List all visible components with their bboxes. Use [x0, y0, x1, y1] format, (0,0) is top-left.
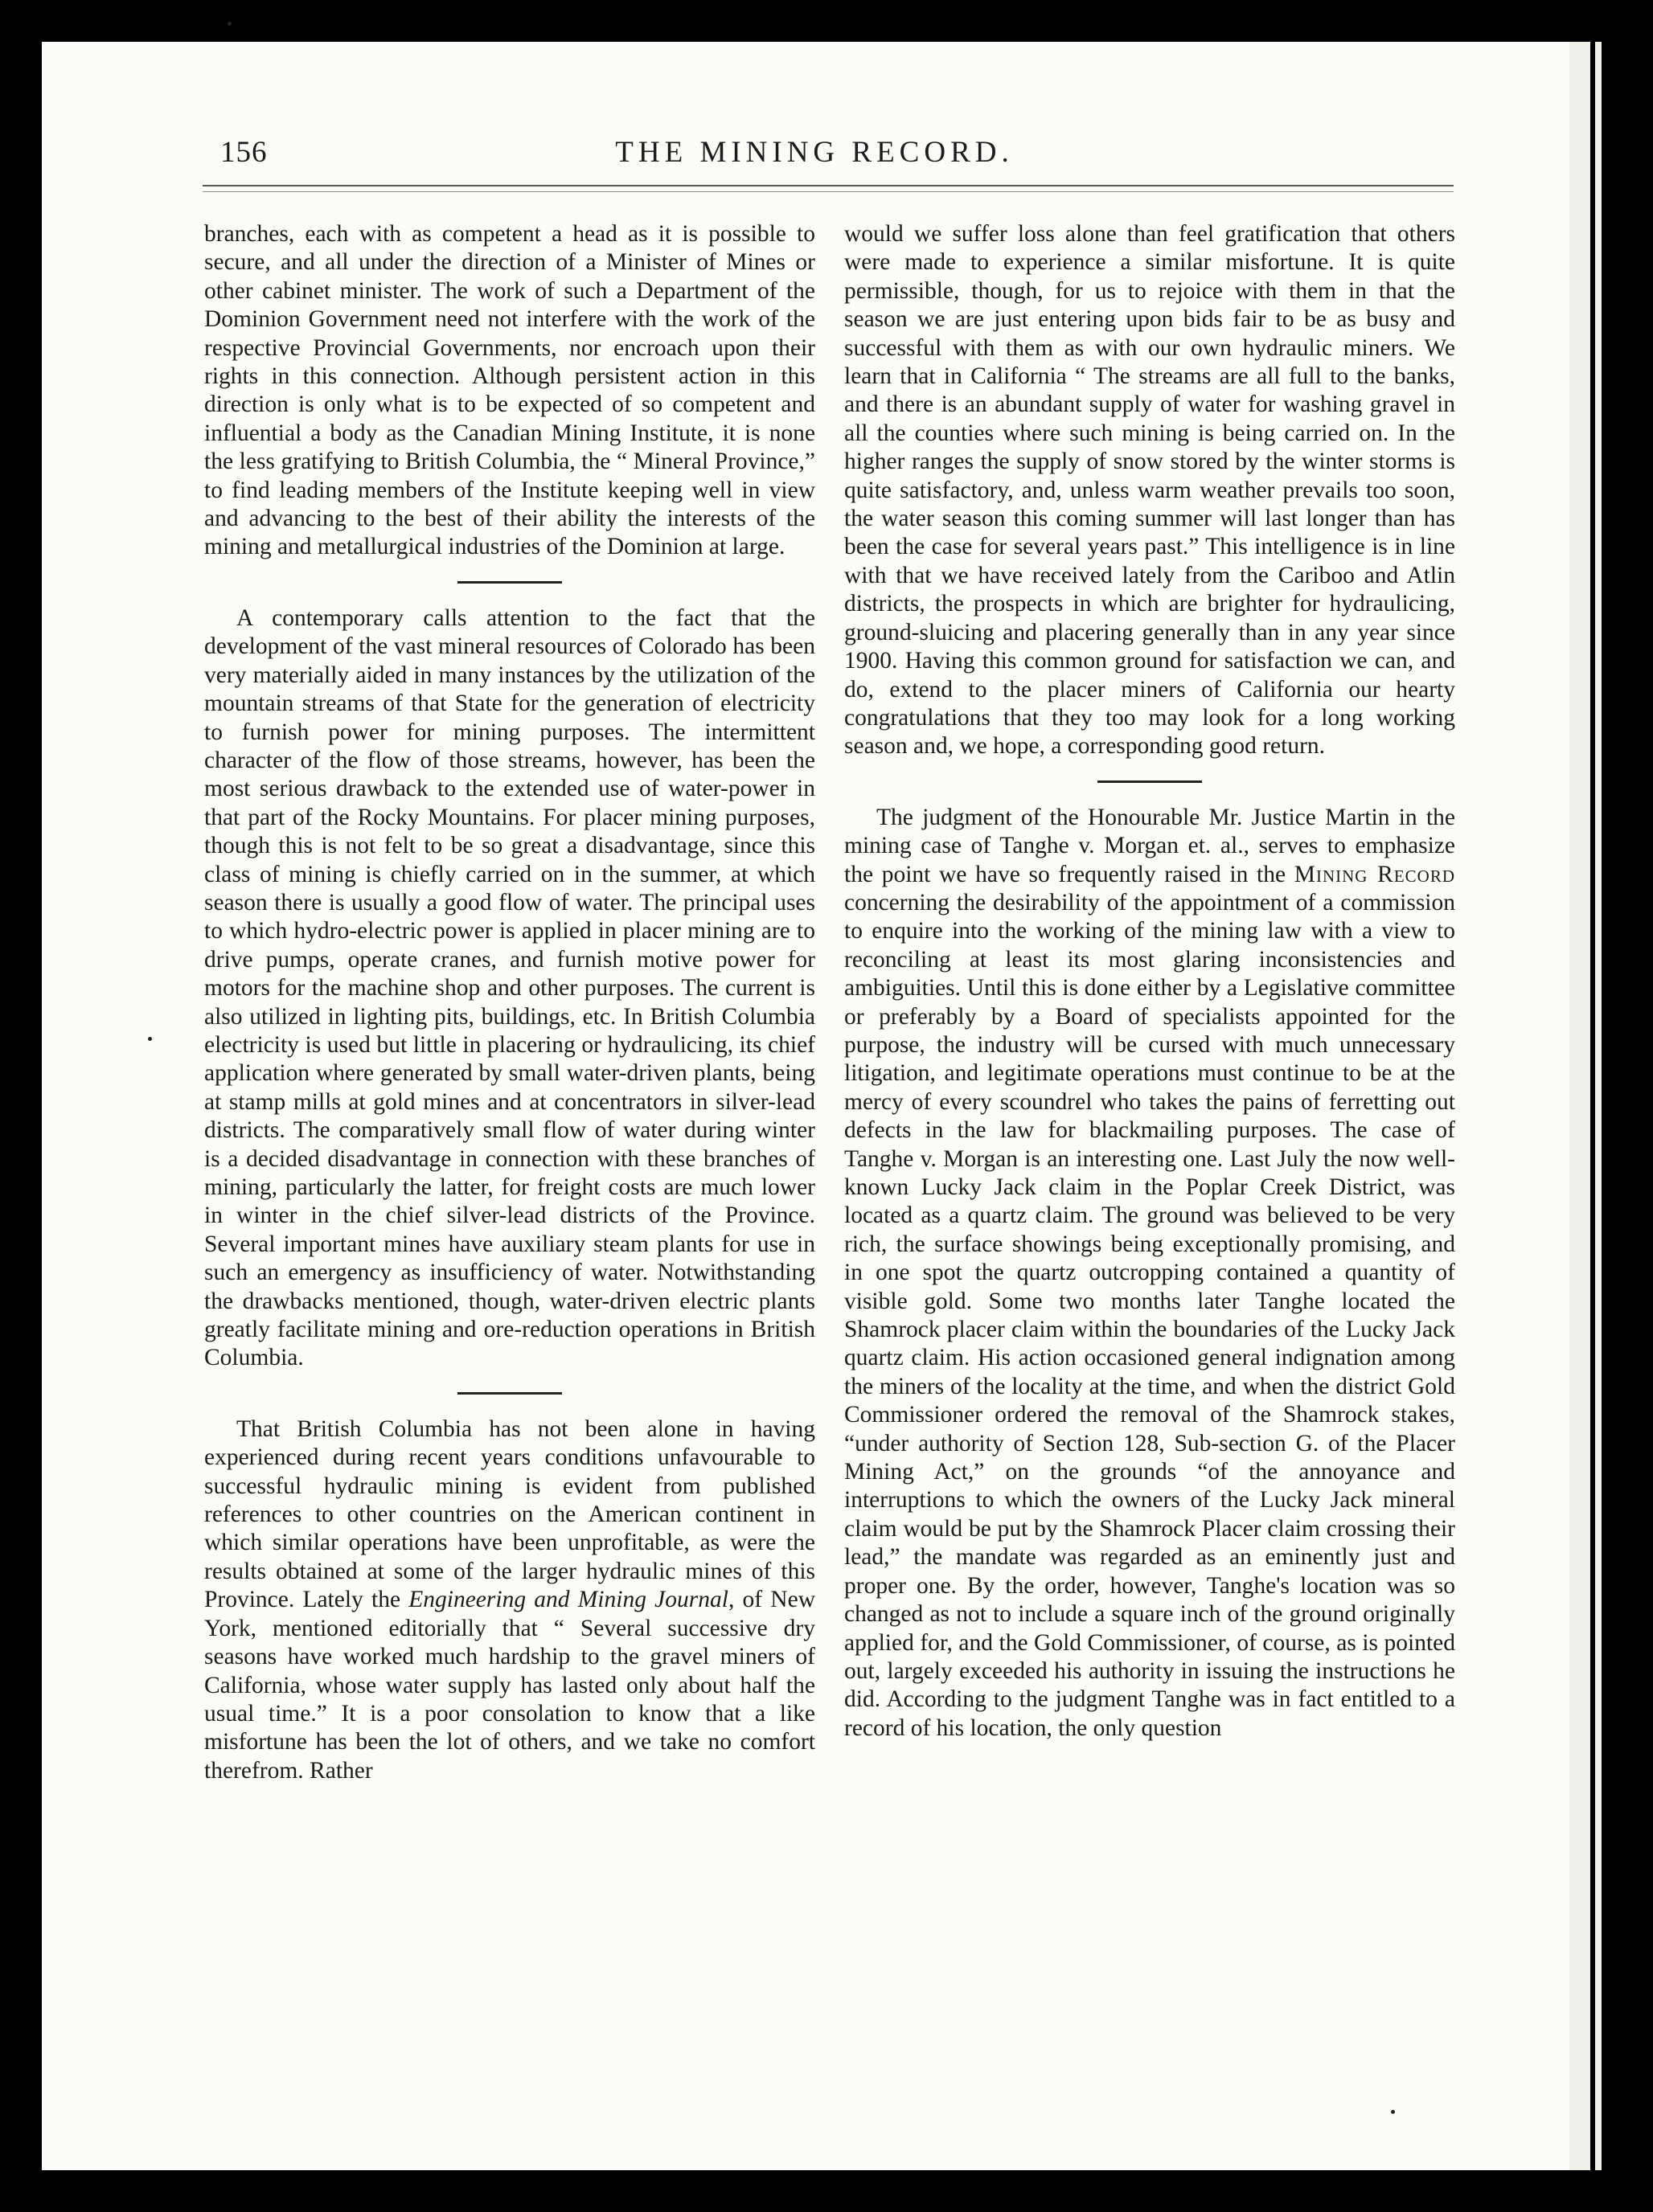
scan-speck [228, 22, 232, 26]
journal-title: Engineering and Mining Journal [408, 1587, 728, 1613]
article-hydraulic-mining [204, 1415, 815, 1785]
article-hydraulic-continuation: would we suffer loss alone than feel gratification that others were made to experience a similar misfortune. It is quite permissible, though, for us to rejoice with them in that the season we are just entering upon bids fair to be as busy and successful with them as with our own hydraulic miners. We learn that in California “ The streams are all full to the banks, and there is an abundant supply of water for washing gravel in all the counties where such mining is being carried on. In the higher ranges the supply of snow stored by the winter storms is quite satisfactory, and, unless warm weather prevails too soon, the water season this coming summer will last longer than has been the case for several years past.” This intelligence is in line with that we have received lately from the Cariboo and Atlin districts, the prospects in which are brighter for hydraulicing, ground-sluicing and placering generally than in any year since 1900. Having this common ground for satisfaction we can, and do, extend to the placer miners of California our hearty congratulations that they too may look for a long working season and, we hope, a corresponding good return. [844, 221, 1455, 760]
article-text: , of New York, mentioned editorially that “ Several successive dry seasons have worked much hardship to the gravel miners of California, whose water supply has lasted only about half the usual time.” It is a poor consolation to know that a like misfortune has been the lot of others, and we take no comfort therefrom. Rather [204, 1587, 815, 1784]
article-colorado-electricity: A contemporary calls attention to the fact that the development of the vast mineral resources of Colorado has been very materially aided in many instances by the utilization of the mountain streams of that State for the generation of electricity to furnish power for mining purposes. The intermittent character of the flow of those streams, however, has been the most serious drawback to the extended use of water-power in that part of the Rocky Mountains. For placer mining purposes, though this is not felt to be so great a disadvantage, since this class of mining is chiefly carried on in the summer, at which season there is usually a good flow of water. The principal uses to which hydro-electric power is applied in placer mining are to drive pumps, operate cranes, and furnish motive power for motors for the machine shop and other purposes. The current is also utilized in lighting pits, buildings, etc. In British Columbia electricity is used but little in placering or hydraulicing, its chief application where generated by small water-driven plants, being at stamp mills at gold mines and at concentrators in silver-lead districts. The comparatively small flow of water during winter is a decided disadvantage in connection with these branches of mining, particularly the latter, for freight costs are much lower in winter in the chief silver-lead districts of the Province. Several important mines have auxiliary steam plants for use in such an emergency as insufficiency of water. Notwithstanding the drawbacks mentioned, though, water-driven electric plants greatly facilitate mining and ore-reduction operations in British Columbia. [204, 604, 815, 1371]
article-text: concerning the desirability of the appointment of a commission to enquire into the working of the mining law with a view to reconciling at least its most glaring inconsistencies and ambiguities. Until this is done either by a Legislative committee or preferably by a Board of specialists appointed for the purpose, the industry will be cursed with much unnecessary litigation, and legitimate operations must continue to be at the mercy of every scoundrel who takes the pains of ferretting out defects in the law for blackmailing purposes. The case of Tanghe v. Morgan is an interesting one. Last July the now well-known Lucky Jack claim in the Poplar Creek District, was located as a quartz claim. The ground was believed to be very rich, the surface showings being exceptionally promising, and in one spot the quartz outcropping contained a quantity of visible gold. Some two months later Tanghe located the Shamrock placer claim within the boundaries of the Lucky Jack quartz claim. His action occasioned general indignation among the miners of the locality at the time, and when the district Gold Commissioner ordered the removal of the Shamrock stakes, “under authority of Section 128, Sub-section G. of the Placer Mining Act,” on the grounds “of the annoyance and interruptions to which the owners of the Lucky Jack mineral claim would be put by the Shamrock Placer claim crossing their lead,” the mandate was regarded as an eminently just and proper one. By the order, however, Tanghe's location was so changed as not to include a square inch of the ground originally applied for, and the Gold Commissioner, of course, as is pointed out, largely exceeded his authority in issuing the instructions he did. According to the judgment Tanghe was in fact entitled to a record of his location, the only question [844, 889, 1455, 1741]
right-column [844, 220, 1455, 2093]
section-separator [1097, 780, 1202, 783]
section-separator [457, 581, 562, 584]
article-text: The judgment of the Honourable Mr. Justice Martin in the mining case of Tanghe v. Morgan et. al., serves to emphasize the point we have so frequently raised in the [844, 804, 1455, 887]
page-header [175, 135, 1454, 177]
left-column [204, 220, 815, 2093]
adjacent-page-edge [1569, 42, 1602, 2170]
publication-name: Mining Record [1294, 861, 1455, 887]
scan-speck [1391, 2110, 1395, 2114]
scan-speck [148, 1037, 152, 1041]
article-continuation: branches, each with as competent a head as it is possible to secure, and all under the direction of a Minister of Mines or other cabinet minister. The work of such a Department of the Dominion Government need not interfere with the work of the respective Provincial Governments, nor encroach upon their rights in this connection. Although persistent action in this direction is only what is to be expected of so competent and influential a body as the Canadian Mining Institute, it is none the less gratifying to British Columbia, the “ Mineral Province,” to find leading members of the Institute keeping well in view and advancing to the best of their ability the interests of the mining and metallurgical industries of the Dominion at large. [204, 221, 815, 560]
section-separator [457, 1392, 562, 1395]
page-number: 156 [220, 136, 268, 169]
article-text: That British Columbia has not been alone in having experienced during recent years conditions unfavourable to successful hydraulic mining is evident from published references to other countries on the American continent in which similar operations have been unprofitable, as were the results obtained at some of the larger hydraulic mines of this Province. Lately the [204, 1415, 815, 1613]
header-rule [203, 185, 1454, 192]
running-title: THE MINING RECORD. [615, 136, 1014, 169]
page-gutter-line [1590, 42, 1595, 2170]
article-tanghe-v-morgan [844, 804, 1455, 1743]
